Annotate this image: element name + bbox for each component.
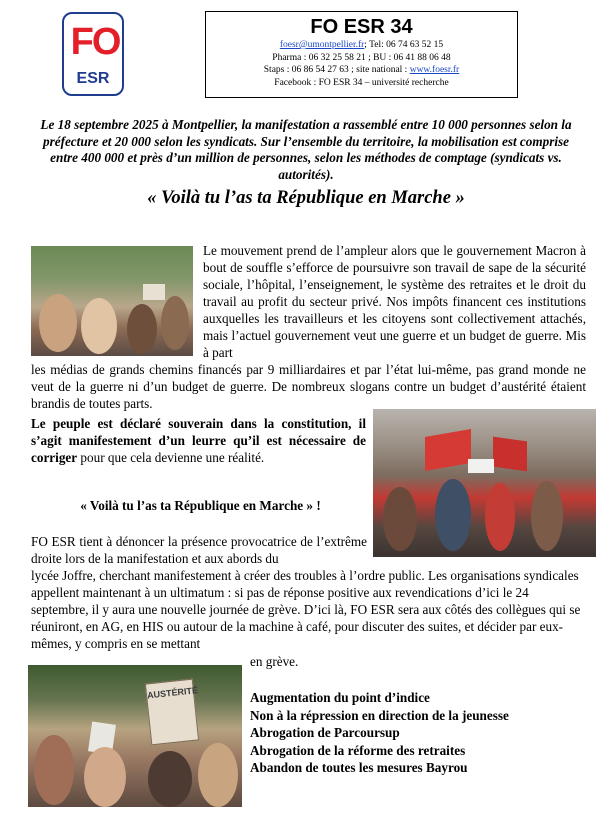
demand-item: Non à la répression en direction de la jeunesse [250, 707, 509, 723]
demand-item: Abrogation de la réforme des retraites [250, 742, 466, 758]
demand-item: Abrogation de Parcoursup [250, 725, 400, 740]
intro-paragraph: Le 18 septembre 2025 à Montpellier, la manifestation a rassemblé entre 10 000 personnes selon la préfecture et 20 000 selon les syndicats. Sur l’ensemble du territoire, la mobilisation est comprise entre 400 000 et près d’un million de personnes, selon les méthodes de comptage (syndicats vs. autorités). [40, 117, 572, 182]
main-slogan: « Voilà tu l’as ta République en Marche » [147, 188, 465, 208]
header-line-staps [206, 64, 517, 77]
paragraph-2 [31, 415, 366, 466]
demand-item: Augmentation du point d’indice [250, 690, 430, 705]
paragraph-1-full: les médias de grands chemins financés par 9 milliardaires et par l’état lui-même, pas grand monde ne veut de la guerre ni d’un budget de guerre. De nombreux slogans contre un budget d’austérité étaient brandis de toutes parts. [31, 362, 586, 411]
header-line-pharma: Pharma : 06 32 25 58 21 ; BU : 06 41 88 06 48 [272, 52, 451, 63]
paragraph-1-right: Le mouvement prend de l’ampleur alors que le gouvernement Macron à bout de souffle s’efforce de poursuivre son travail de sape de la sécurité sociale, l’hôpital, l’enseignement, le système des retraites et le droit du travail au profit du secteur privé. Nos impôts financent ces institutions auxquelles les travailleurs et les citoyens sont collectivement attachés, mais l’actuel gouvernement veut une guerre et un budget de guerre. Mis à part [203, 243, 586, 360]
header-title: FO ESR 34 [310, 16, 413, 38]
middle-slogan: « Voilà tu l’as ta République en Marche » ! [80, 498, 321, 513]
logo-fo-text: FO [70, 21, 120, 63]
demands-list [250, 689, 509, 777]
paragraph-3-left: FO ESR tient à dénoncer la présence provocatrice de l’extrême droite lors de la manifestation et aux abords du [31, 534, 367, 566]
demand-item: Abandon de toutes les mesures Bayrou [250, 760, 468, 775]
paragraph-3-full: lycée Joffre, cherchant manifestement à créer des troubles à l’ordre public. Les organisations syndicales appellent maintenant à un ultimatum : si pas de réponse positive aux revendications d’ici le 24 septembre, il y aura une nouvelle journée de grève. D’ici là, FO ESR sera aux côtés des collègues qui se réuniront, en AG, en HIS ou autour de la machine à café, pour discuter des suites, et décider par eux-mêmes, y compris en se mettant [31, 568, 581, 651]
paragraph-2-rest: pour que cela devienne une réalité. [77, 450, 265, 465]
contact-header [205, 11, 518, 98]
header-staps: Staps : 06 86 54 27 63 ; site national : [263, 65, 410, 75]
demonstration-photo-2 [373, 409, 596, 557]
email-link[interactable]: foesr@umontpellier.fr [279, 40, 365, 50]
header-line-facebook: Facebook : FO ESR 34 – université recherche [274, 77, 449, 88]
paragraph-3-end: en grève. [250, 654, 299, 669]
demonstration-photo-1 [31, 246, 193, 356]
header-tel: ; Tel: 06 74 63 52 15 [364, 40, 444, 50]
protest-sign-text: AUSTÉRITÉ [146, 685, 199, 701]
header-line-email [206, 39, 517, 52]
paragraph-2-bold: Le peuple est déclaré souverain dans la constitution, il s’agit manifestement d’un leurre qu’il est nécessaire de corriger [31, 416, 366, 465]
site-link[interactable]: www.foesr.fr [409, 65, 460, 75]
logo-esr-text: ESR [76, 70, 110, 87]
demonstration-photo-3 [28, 665, 242, 807]
fo-esr-logo [62, 12, 124, 96]
